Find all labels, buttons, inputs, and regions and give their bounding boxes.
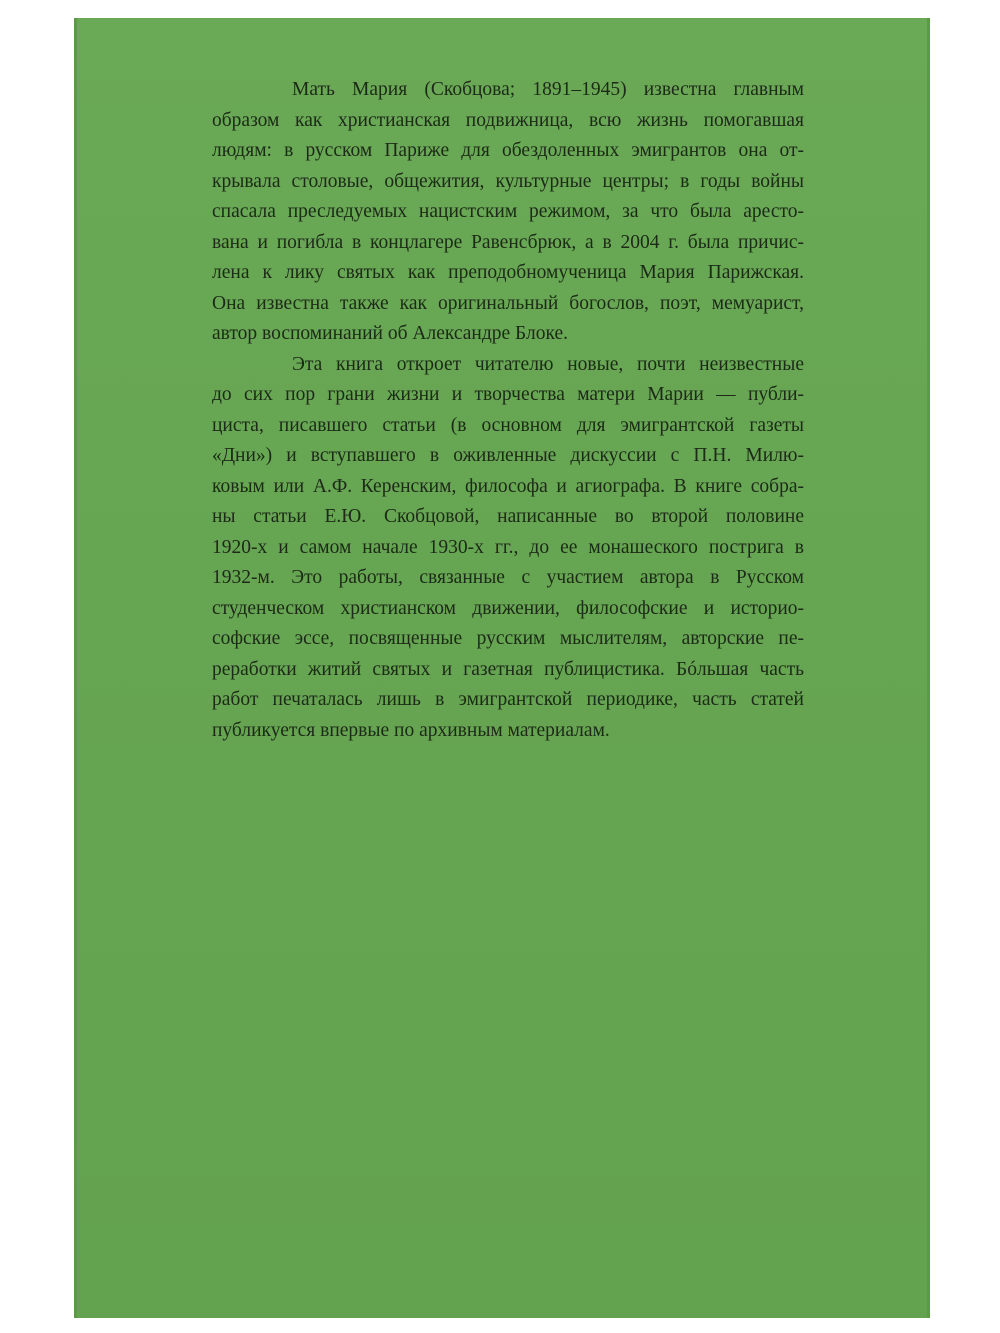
text-line: крывала столовые, общежития, культурные центры; в годы войны bbox=[212, 170, 804, 192]
text-line: Она известна также как оригинальный богослов, поэт, мемуарист, bbox=[212, 292, 804, 314]
text-line: 1920-х и самом начале 1930-х гг., до ее монашеского пострига в bbox=[212, 536, 804, 558]
text-line: вана и погибла в концлагере Равенсбрюк, а в 2004 г. была причис- bbox=[212, 231, 804, 253]
text-line: автор воспоминаний об Александре Блоке. bbox=[212, 323, 568, 344]
text-line: ны статьи Е.Ю. Скобцовой, написанные во второй половине bbox=[212, 506, 804, 527]
text-line: софские эссе, посвященные русским мыслителям, авторские пе- bbox=[212, 628, 804, 649]
paragraph-1 bbox=[212, 75, 804, 350]
text-line: ковым или А.Ф. Керенским, философа и агиографа. В книге собра- bbox=[212, 475, 804, 497]
text-line: спасала преследуемых нацистским режимом, за что была аресто- bbox=[212, 201, 804, 222]
text-line: лена к лику святых как преподобномученица Мария Парижская. bbox=[212, 262, 804, 283]
text-line: 1932-м. Это работы, связанные с участием автора в Русском bbox=[212, 567, 804, 588]
text-line: образом как христианская подвижница, всю жизнь помогавшая bbox=[212, 109, 804, 131]
annotation-text bbox=[212, 75, 804, 746]
text-line: публикуется впервые по архивным материалам. bbox=[212, 719, 610, 741]
text-line: студенческом христианском движении, философские и историо- bbox=[212, 597, 804, 619]
text-line: «Дни») и вступавшего в оживленные дискуссии с П.Н. Милю- bbox=[212, 445, 804, 466]
text-line: до сих пор грани жизни и творчества матери Марии — публи- bbox=[212, 384, 804, 405]
paragraph-2 bbox=[212, 350, 804, 747]
text-line: циста, писавшего статьи (в основном для эмигрантской газеты bbox=[212, 414, 804, 436]
text-line: реработки житий святых и газетная публицистика. Бóльшая часть bbox=[212, 658, 804, 680]
text-line: людям: в русском Париже для обездоленных эмигрантов она от- bbox=[212, 140, 804, 161]
text-line: работ печаталась лишь в эмигрантской периодике, часть статей bbox=[212, 689, 804, 710]
text-line: Эта книга откроет читателю новые, почти неизвестные bbox=[292, 353, 804, 375]
text-line: Мать Мария (Скобцова; 1891–1945) известна главным bbox=[292, 79, 804, 100]
